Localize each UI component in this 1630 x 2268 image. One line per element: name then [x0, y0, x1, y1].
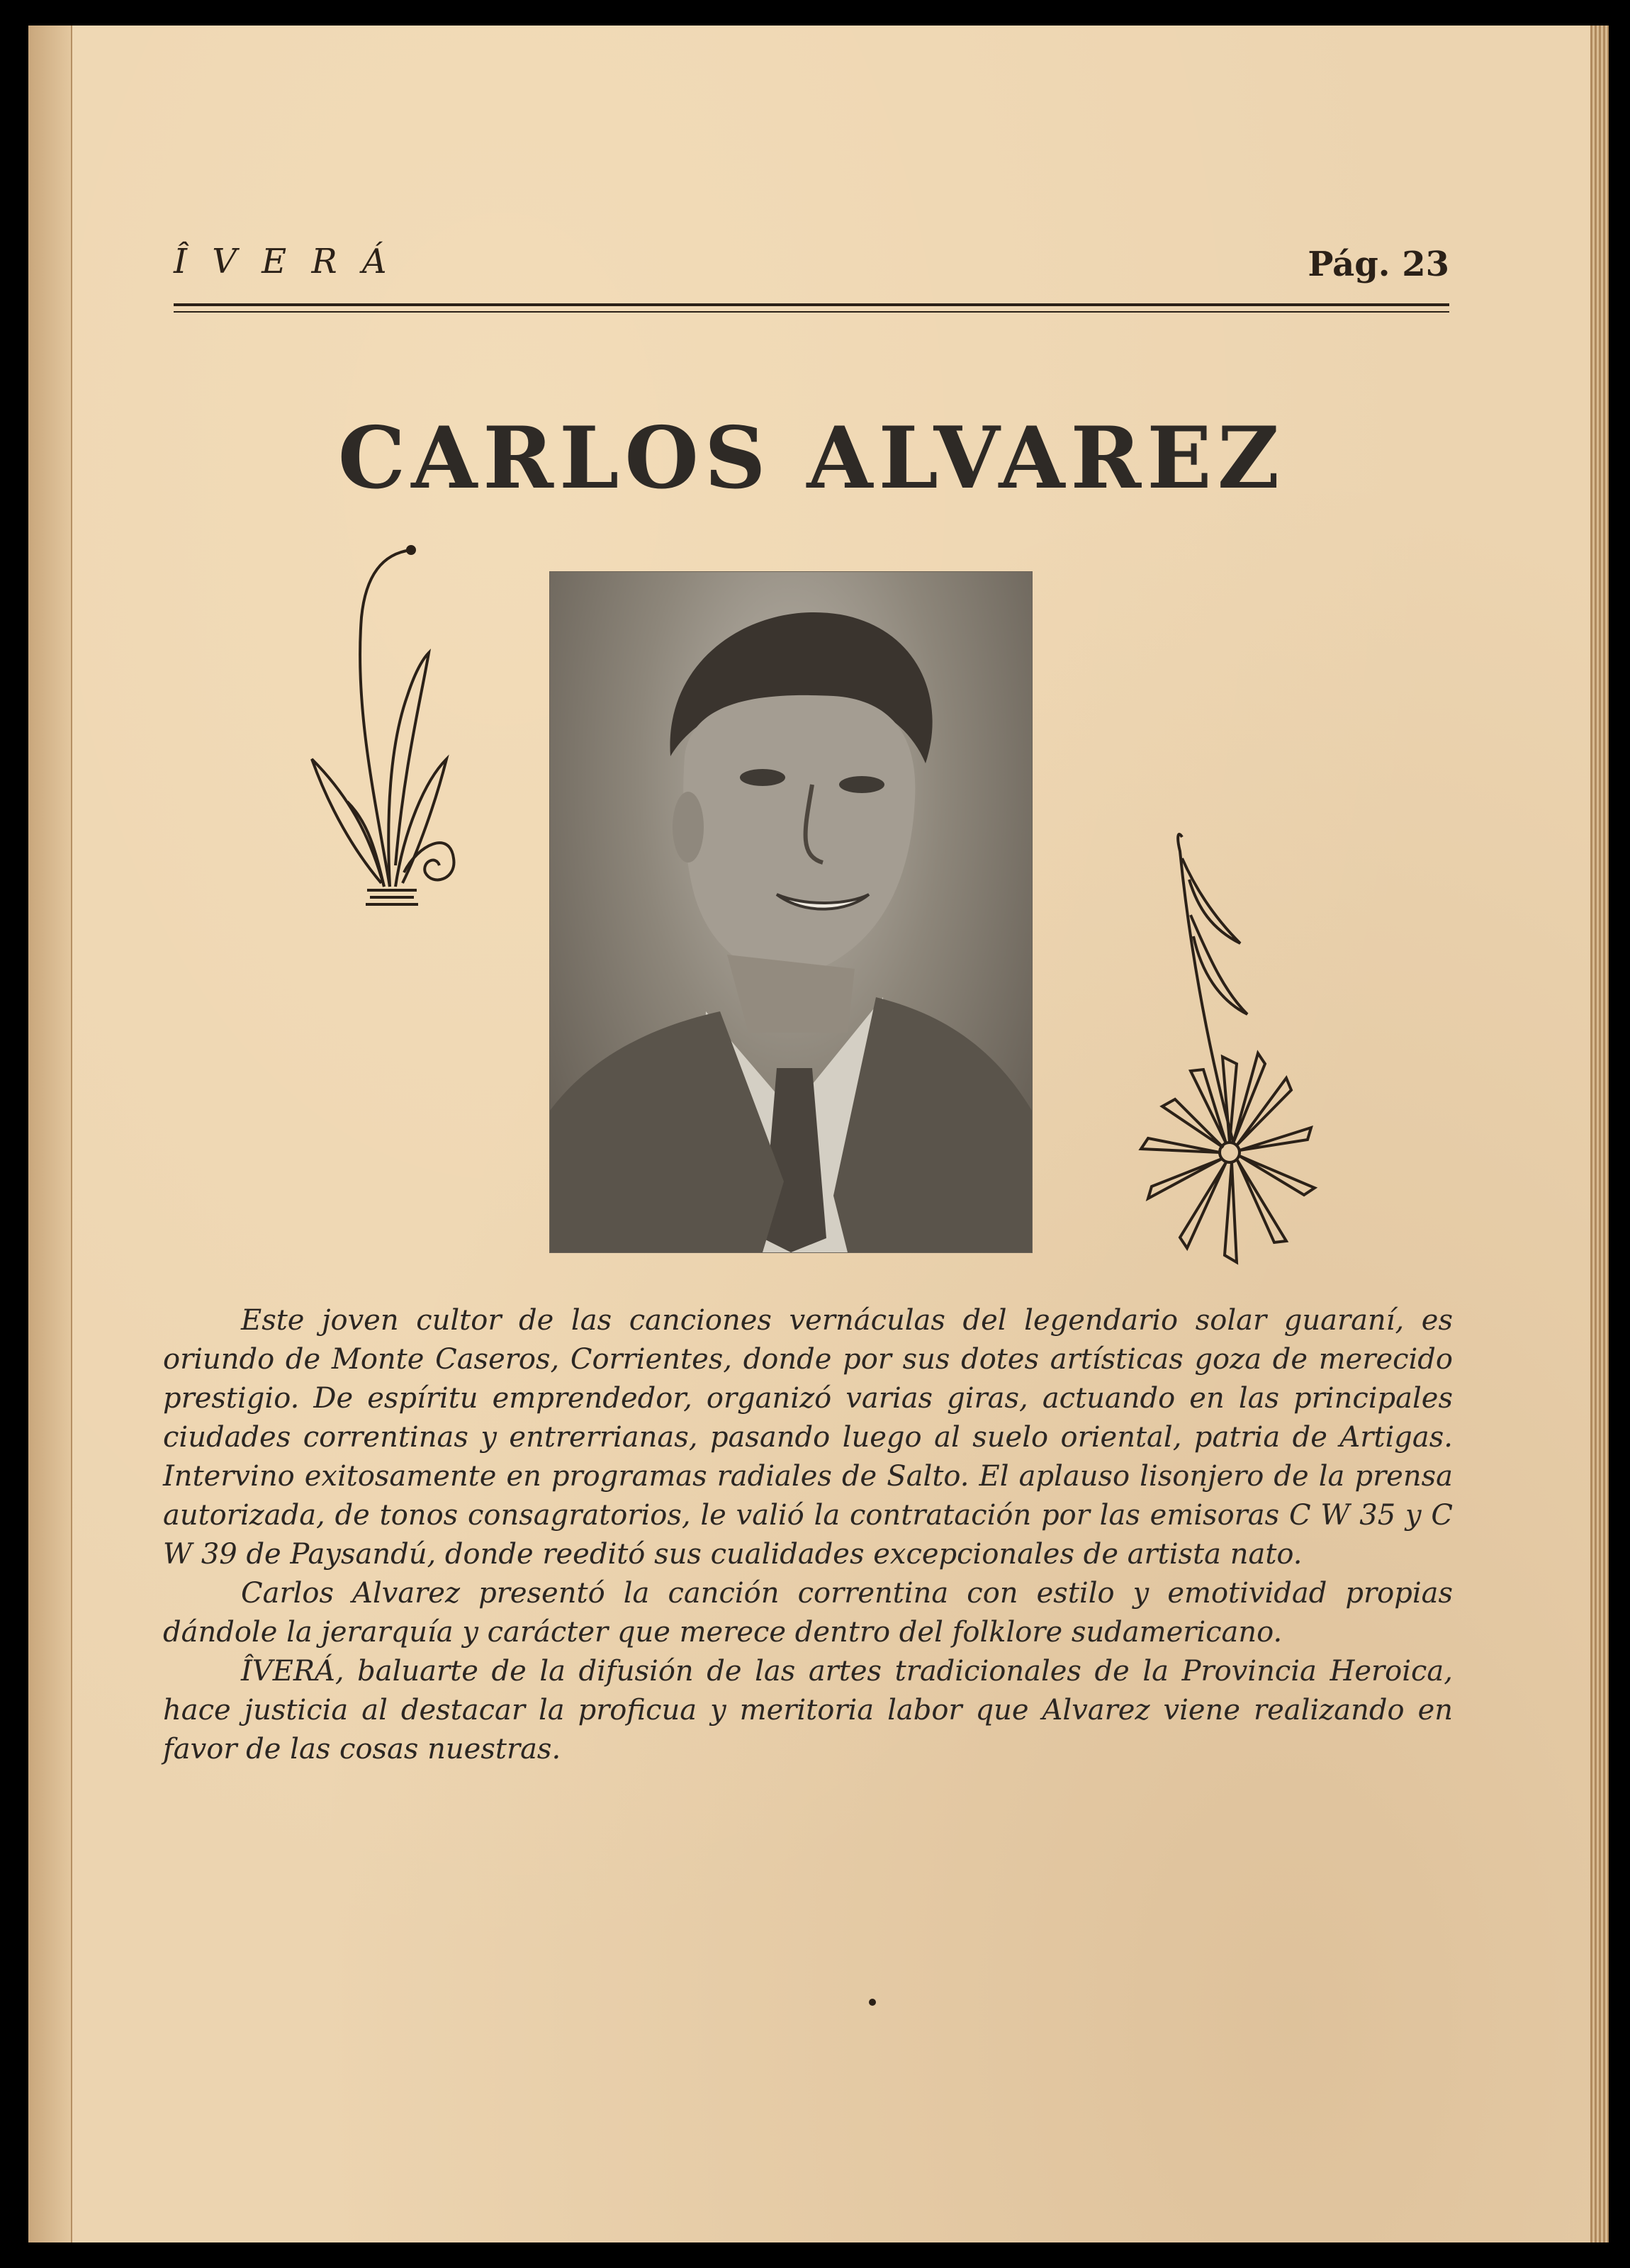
portrait-photo — [549, 571, 1033, 1253]
book-gutter — [28, 26, 72, 2242]
page-edges — [1590, 26, 1609, 2242]
end-mark — [869, 1999, 876, 2006]
article-paragraph: Este joven cultor de las canciones vernáculas del legendario solar guaraní, es oriundo de Monte Caseros, Corrientes, donde por sus dotes artísticas goza de merecido prestigio. De espíritu emprendedor, organizó varias giras, actuando en las principales ciudades correntinas y entrerrianas, pasando luego al suelo oriental, patria de Artigas. Intervino exitosamente en programas radiales de Salto. El aplauso lisonjero de la prensa autorizada, de tonos consagratorios, le valió la contratación por las emisoras C W 35 y C W 39 de Paysandú, donde reeditó sus cualidades excepcionales de artista nato. — [163, 1304, 1453, 1571]
article-paragraph: Carlos Alvarez presentó la canción correntina con estilo y emotividad propias dándole la jerarquía y carácter que merece dentro del folklore sudamericano. — [163, 1577, 1453, 1649]
plant-ornament-icon — [305, 532, 468, 908]
header-rule-thin — [174, 311, 1449, 313]
magazine-page — [28, 26, 1609, 2242]
header-rule-thick — [174, 303, 1449, 306]
article-body — [163, 1301, 1453, 1769]
running-header — [174, 228, 1449, 291]
flower-ornament-icon — [1134, 830, 1325, 1276]
article-title: CARLOS ALVAREZ — [337, 408, 1286, 508]
journal-name: Î V E R Á — [174, 242, 394, 281]
page-number: Pág. 23 — [1308, 245, 1449, 284]
article-paragraph: ÎVERÁ, baluarte de la difusión de las artes tradicionales de la Provincia Heroica, hace justicia al destacar la proficua y meritoria labor que Alvarez viene realizando en favor de las cosas nuestras. — [163, 1655, 1453, 1765]
